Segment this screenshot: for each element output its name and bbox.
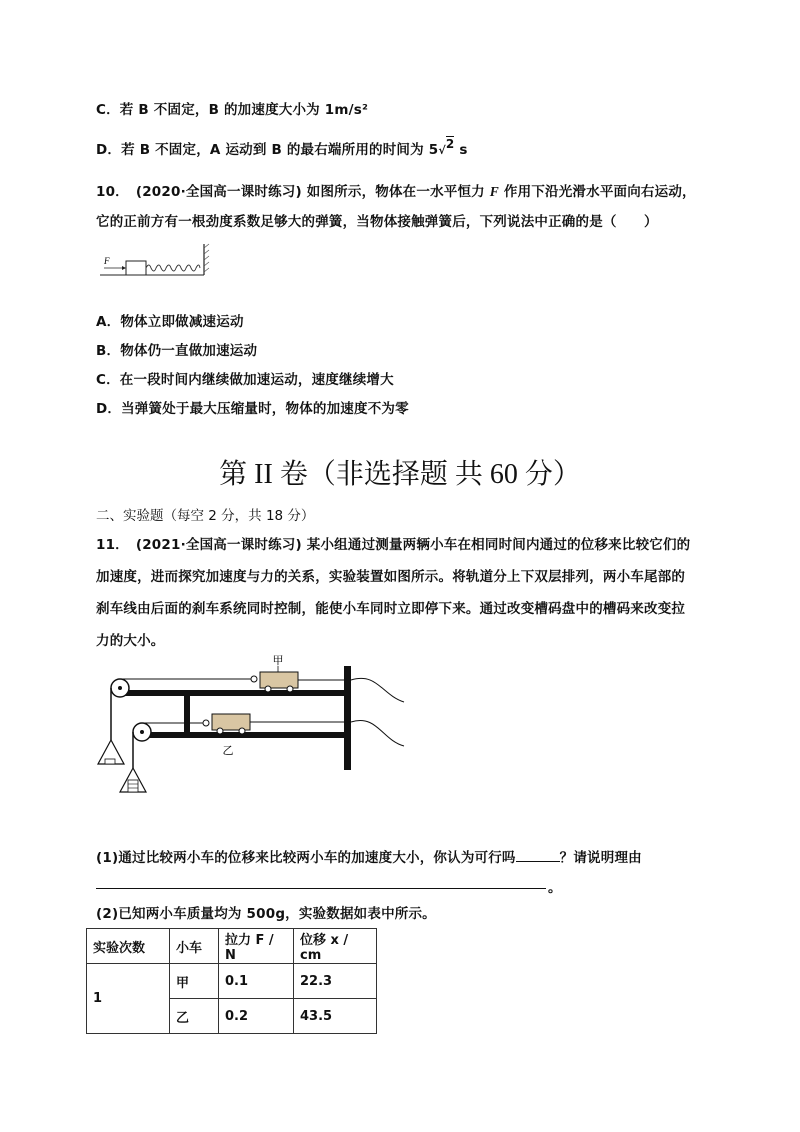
lower-cart-label: 乙	[222, 744, 234, 757]
lower-cart-hook	[203, 720, 209, 726]
cell-cart: 甲	[170, 964, 219, 999]
data-table	[86, 928, 377, 1034]
upper-cart-label: 甲	[272, 654, 284, 667]
q10-option-c: C．在一段时间内继续做加速运动，速度继续增大	[96, 372, 394, 388]
q11-line4: 力的大小。	[96, 633, 165, 649]
section-title: 第 II 卷（非选择题 共 60 分）	[219, 459, 581, 490]
q11-line1: 11． (2021·全国高一课时练习) 某小组通过测量两辆小车在相同时间内通过的位移来比较它们的	[96, 537, 691, 553]
table-header-row	[87, 929, 377, 964]
wall-hatching	[204, 244, 209, 272]
table-row	[87, 964, 377, 999]
q11-sub1: (1)通过比较两小车的位移来比较两小车的加速度大小，你认为可行吗 ？请说明理由	[96, 850, 642, 866]
q10-option-d: D．当弹簧处于最大压缩量时，物体的加速度不为零	[96, 401, 409, 417]
spring-coil	[146, 265, 200, 271]
cell-displacement: 22.3	[294, 964, 377, 999]
spring-diagram	[100, 240, 215, 282]
q11-line3: 刹车线由后面的刹车系统同时控制，能使小车同时立即停下来。通过改变槽码盘中的槽码来改变拉	[96, 601, 686, 617]
cell-cart: 乙	[170, 999, 219, 1034]
cell-force: 0.2	[219, 999, 294, 1034]
prev-option-c: C．若 B 不固定，B 的加速度大小为 1m/s²	[96, 102, 369, 118]
cell-force: 0.1	[219, 964, 294, 999]
q11-line2: 加速度，进而探究加速度与力的关系，实验装置如图所示。将轨道分上下双层排列，两小车尾部的	[96, 569, 686, 585]
q11-sub2: (2)已知两小车质量均为 500g，实验数据如表中所示。	[96, 906, 436, 922]
force-label: F	[104, 256, 110, 266]
brake-bar	[344, 666, 351, 770]
lower-cart	[212, 714, 250, 730]
upper-cart-hook	[251, 676, 257, 682]
cell-displacement: 43.5	[294, 999, 377, 1034]
answer-line-end: 。	[548, 880, 562, 896]
header-cart: 小车	[170, 929, 219, 964]
brake-cord-bottom	[351, 720, 404, 746]
upper-cart	[260, 672, 298, 688]
track-connector	[184, 696, 190, 732]
q10-option-b: B．物体仍一直做加速运动	[96, 343, 258, 359]
cell-trial: 1	[87, 964, 170, 1034]
section-subtitle: 二、实验题（每空 2 分，共 18 分）	[96, 508, 315, 524]
upper-track	[120, 690, 348, 696]
answer-line[interactable]	[96, 888, 546, 889]
q10-line2: 它的正前方有一根劲度系数足够大的弹簧，当物体接触弹簧后，下列说法中正确的是（ ）	[96, 214, 658, 230]
answer-blank[interactable]	[516, 849, 560, 862]
header-displacement: 位移 x / cm	[294, 929, 377, 964]
lower-track	[142, 732, 348, 738]
prev-option-d: D．若 B 不固定，A 运动到 B 的最右端所用的时间为 5√2 s	[96, 137, 468, 158]
brake-cord-top	[351, 678, 404, 702]
apparatus-diagram	[92, 650, 412, 800]
q10-option-a: A．物体立即做减速运动	[96, 314, 244, 330]
header-trial: 实验次数	[87, 929, 170, 964]
block	[126, 261, 146, 275]
header-force: 拉力 F / N	[219, 929, 294, 964]
q10-line1: 10． (2020·全国高一课时练习) 如图所示，物体在一水平恒力 F 作用下沿光滑水平面向右运动，	[96, 184, 696, 200]
